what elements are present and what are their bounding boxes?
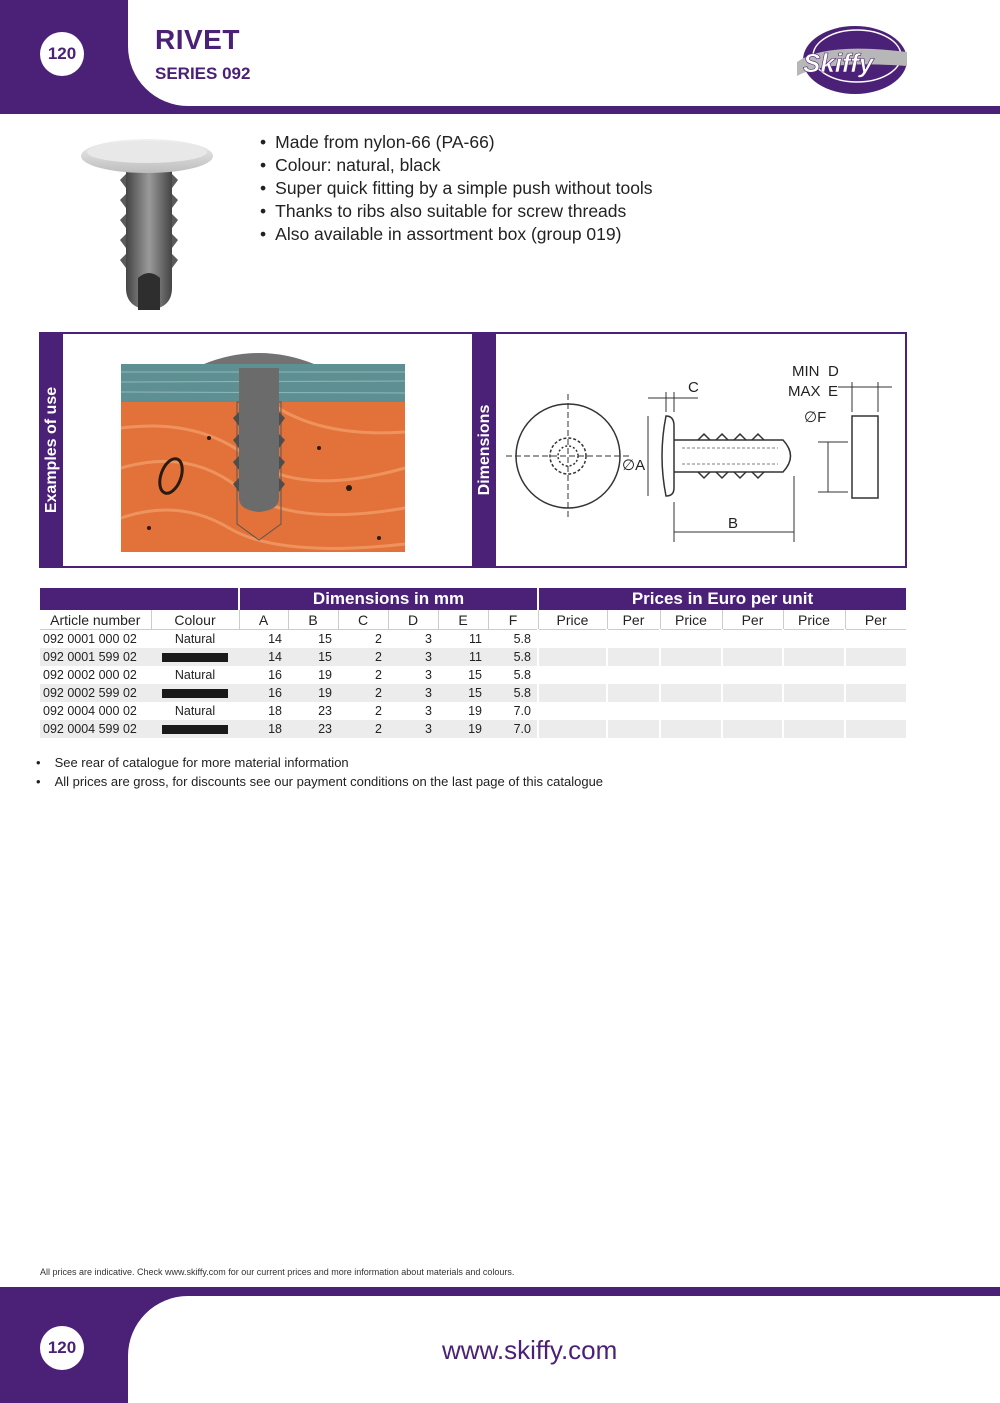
svg-text:∅F: ∅F bbox=[804, 409, 827, 426]
svg-text:MAX: MAX bbox=[788, 383, 821, 400]
skiffy-logo bbox=[795, 22, 910, 100]
dimensions-panel bbox=[472, 332, 907, 568]
rivet-product-image bbox=[68, 128, 230, 316]
prices-group-header: Prices in Euro per unit bbox=[538, 588, 906, 610]
table-row: 092 0004 000 02 Natural 18 23 2 3 19 7.0 bbox=[40, 702, 906, 720]
price-disclaimer: All prices are indicative. Check www.skiffy.com for our current prices and more information about materials and colours. bbox=[40, 1267, 515, 1277]
svg-text:C: C bbox=[688, 379, 699, 396]
examples-label-bar bbox=[41, 334, 63, 566]
feature-list bbox=[258, 131, 653, 246]
dimensions-label-bar bbox=[474, 334, 496, 566]
note-item: • All prices are gross, for discounts see our payment conditions on the last page of this catalogue bbox=[36, 772, 603, 791]
table-row: 092 0004 599 02 18 23 2 3 19 7.0 bbox=[40, 720, 906, 738]
example-wood-illustration bbox=[119, 348, 409, 553]
col-e: E bbox=[438, 610, 488, 630]
feature-item: • Made from nylon-66 (PA-66) bbox=[258, 131, 653, 154]
svg-text:E: E bbox=[828, 383, 839, 400]
feature-item: • Super quick fitting by a simple push without tools bbox=[258, 177, 653, 200]
svg-text:B: B bbox=[728, 515, 739, 532]
svg-text:∅A: ∅A bbox=[622, 457, 646, 474]
col-b: B bbox=[288, 610, 338, 630]
col-price-3: Price bbox=[783, 610, 845, 630]
product-table bbox=[40, 588, 906, 738]
page-number-badge: 120 bbox=[40, 32, 84, 76]
dimensions-label: Dimensions bbox=[476, 404, 493, 496]
technical-drawing bbox=[498, 342, 903, 562]
examples-panel bbox=[39, 332, 474, 568]
website-link[interactable]: www.skiffy.com bbox=[442, 1335, 618, 1365]
feature-item: • Colour: natural, black bbox=[258, 154, 653, 177]
footer-page-number-badge: 120 bbox=[40, 1326, 84, 1370]
table-row: 092 0002 599 02 16 19 2 3 15 5.8 bbox=[40, 684, 906, 702]
col-colour: Colour bbox=[151, 610, 239, 630]
col-price-1: Price bbox=[538, 610, 607, 630]
table-row: 092 0001 599 02 14 15 2 3 11 5.8 bbox=[40, 648, 906, 666]
table-row: 092 0001 000 02 Natural 14 15 2 3 11 5.8 bbox=[40, 630, 906, 649]
col-c: C bbox=[338, 610, 388, 630]
table-group-blank bbox=[40, 588, 239, 610]
examples-label: Examples of use bbox=[43, 386, 60, 514]
svg-text:MIN: MIN bbox=[792, 363, 820, 380]
notes-list bbox=[36, 753, 603, 791]
col-a: A bbox=[239, 610, 288, 630]
col-per-1: Per bbox=[607, 610, 660, 630]
col-price-2: Price bbox=[660, 610, 722, 630]
col-per-2: Per bbox=[722, 610, 783, 630]
svg-text:D: D bbox=[828, 363, 839, 380]
svg-text:Skiffy: Skiffy bbox=[803, 48, 874, 78]
col-per-3: Per bbox=[845, 610, 906, 630]
black-colour-swatch bbox=[162, 689, 228, 698]
page-subtitle: SERIES 092 bbox=[155, 64, 251, 83]
feature-item: • Also available in assortment box (group 019) bbox=[258, 223, 653, 246]
col-article-number: Article number bbox=[40, 610, 151, 630]
dimensions-group-header: Dimensions in mm bbox=[239, 588, 538, 610]
col-d: D bbox=[388, 610, 438, 630]
feature-item: • Thanks to ribs also suitable for screw threads bbox=[258, 200, 653, 223]
black-colour-swatch bbox=[162, 725, 228, 734]
black-colour-swatch bbox=[162, 653, 228, 662]
table-row: 092 0002 000 02 Natural 16 19 2 3 15 5.8 bbox=[40, 666, 906, 684]
page-title: RIVET bbox=[155, 24, 240, 55]
col-f: F bbox=[488, 610, 538, 630]
note-item: • See rear of catalogue for more material information bbox=[36, 753, 603, 772]
